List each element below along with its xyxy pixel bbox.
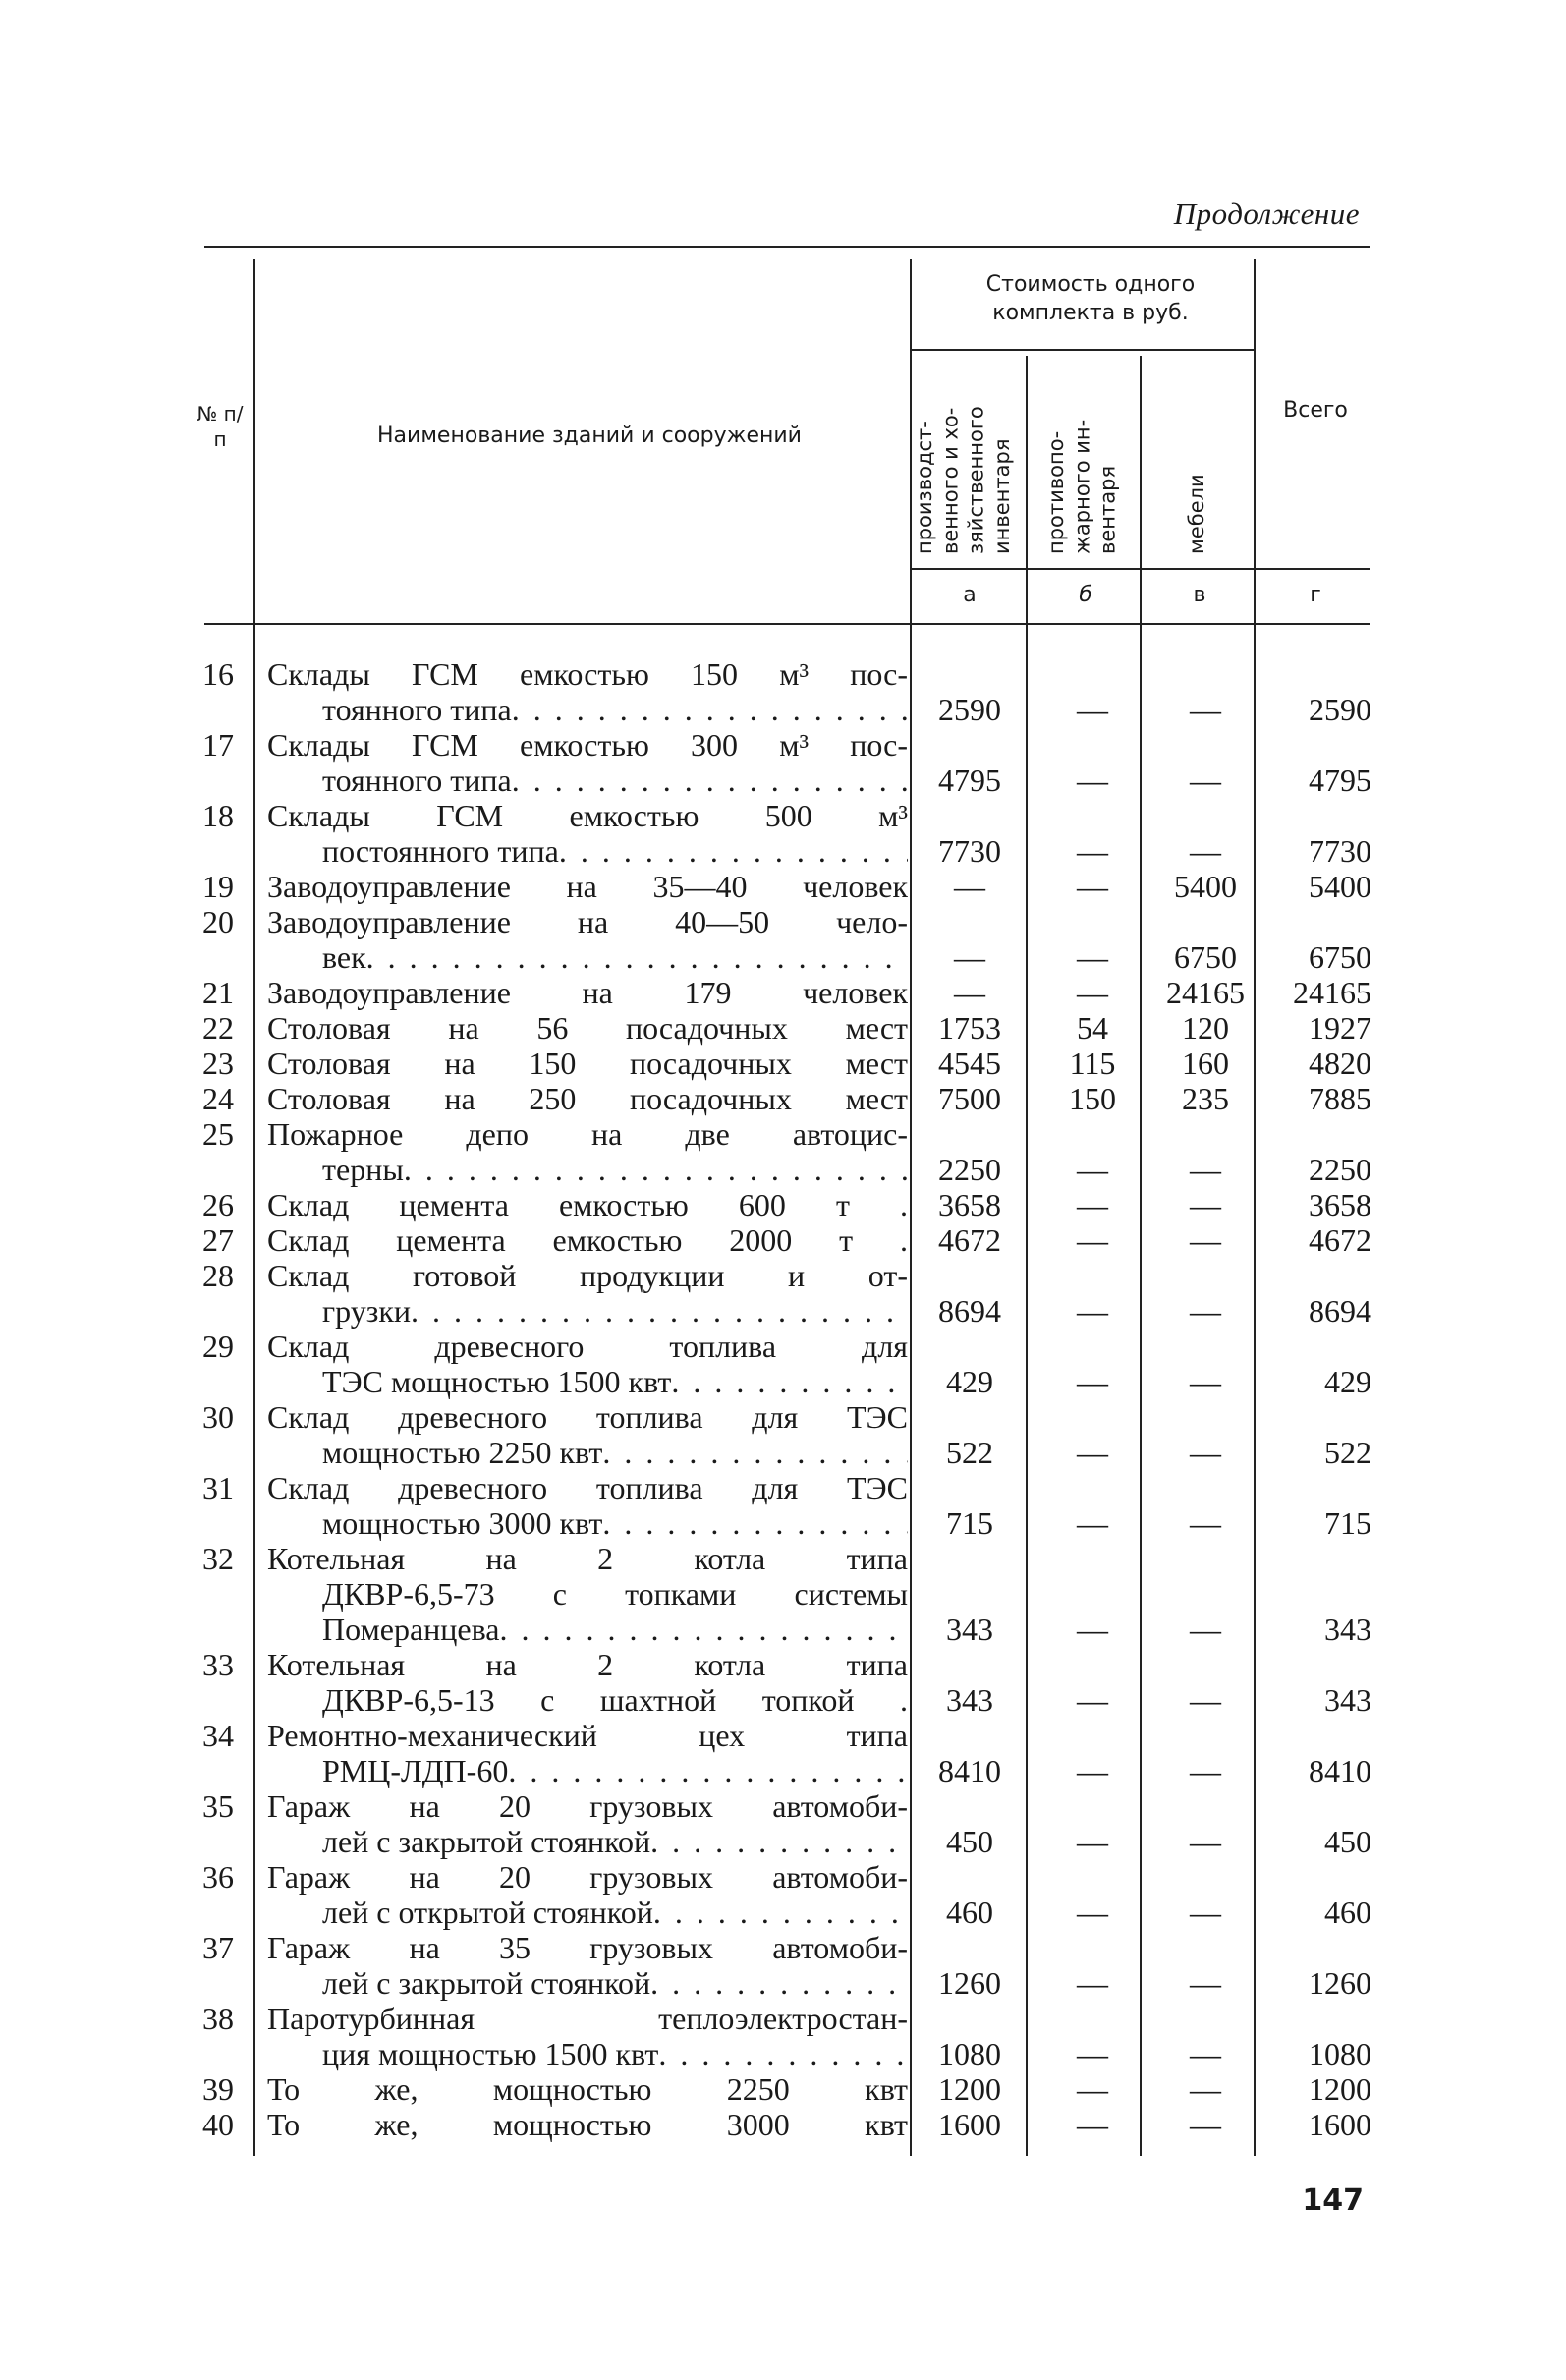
cell-v: —	[1190, 1682, 1221, 1718]
cell-a: —	[954, 869, 985, 904]
row-name: Заводоуправление на 35—40 человек	[267, 869, 908, 904]
cell-a: 1260	[938, 1965, 1001, 2001]
cell-b: —	[1077, 1753, 1108, 1788]
row-name: Гараж на 20 грузовых автомоби- лей с закрытой стоянкой . . .	[267, 1788, 908, 1859]
row-number: 22	[202, 1010, 234, 1046]
header-letter-v: в	[1193, 583, 1206, 607]
cell-a: 4795	[938, 763, 1001, 798]
row-number: 19	[202, 869, 234, 904]
cell-b: —	[1077, 1682, 1108, 1718]
col-divider-b	[1026, 356, 1028, 2156]
cell-v: —	[1190, 1753, 1221, 1788]
cell-v: —	[1190, 1293, 1221, 1329]
row-number: 30	[202, 1399, 234, 1435]
header-col-a: производст- венного и хо- зяйственного инвентаря	[913, 406, 1014, 554]
cell-v: —	[1190, 2071, 1221, 2107]
cell-g: 8694	[1309, 1293, 1371, 1329]
row-number: 26	[202, 1187, 234, 1222]
cell-a: 7500	[938, 1081, 1001, 1116]
cell-v: —	[1190, 763, 1221, 798]
cell-v: —	[1190, 1612, 1221, 1647]
cell-g: 3658	[1309, 1187, 1371, 1222]
cell-v: —	[1190, 1824, 1221, 1859]
cell-v: 6750	[1174, 939, 1237, 975]
cell-b: —	[1077, 2036, 1108, 2071]
cell-g: 343	[1324, 1682, 1371, 1718]
cell-b: —	[1077, 1505, 1108, 1541]
cell-v: —	[1190, 833, 1221, 869]
cell-v: —	[1190, 1505, 1221, 1541]
cell-a: 1080	[938, 2036, 1001, 2071]
cell-a: 522	[946, 1435, 993, 1470]
cell-a: 4545	[938, 1046, 1001, 1081]
cell-b: —	[1077, 1222, 1108, 1258]
cell-v: —	[1190, 1152, 1221, 1187]
row-number: 17	[202, 727, 234, 763]
cell-a: 8694	[938, 1293, 1001, 1329]
cell-g: 450	[1324, 1824, 1371, 1859]
cell-b: —	[1077, 869, 1108, 904]
cell-a: 3658	[938, 1187, 1001, 1222]
header-num: № п/п	[196, 402, 244, 451]
cell-b: —	[1077, 1895, 1108, 1930]
row-number: 29	[202, 1329, 234, 1364]
cell-b: —	[1077, 975, 1108, 1010]
row-number: 34	[202, 1718, 234, 1753]
row-name: Столовая на 250 посадочных мест	[267, 1081, 908, 1116]
cell-b: —	[1077, 2107, 1108, 2142]
cell-g: 1200	[1309, 2071, 1371, 2107]
cell-a: 2250	[938, 1152, 1001, 1187]
cell-v: —	[1190, 1364, 1221, 1399]
row-number: 16	[202, 656, 234, 692]
col-divider-num	[253, 259, 255, 2156]
row-number: 37	[202, 1930, 234, 1965]
cost-group-rule	[912, 349, 1254, 351]
cell-a: 343	[946, 1612, 993, 1647]
header-col-v: мебели	[1185, 474, 1208, 554]
cell-a: 460	[946, 1895, 993, 1930]
cell-b: —	[1077, 2071, 1108, 2107]
cell-g: 1260	[1309, 1965, 1371, 2001]
cell-a: 2590	[938, 692, 1001, 727]
cell-v: —	[1190, 1222, 1221, 1258]
header-col-b: противопо- жарного ин- вентаря	[1044, 419, 1120, 554]
cell-v: 160	[1182, 1046, 1229, 1081]
cell-g: 6750	[1309, 939, 1371, 975]
cell-a: 450	[946, 1824, 993, 1859]
cell-a: 429	[946, 1364, 993, 1399]
cell-g: 4672	[1309, 1222, 1371, 1258]
row-name: Склад древесного топлива для ТЭС мощностью 3000 квт . . .	[267, 1470, 908, 1541]
cell-a: 4672	[938, 1222, 1001, 1258]
header-cost-group: Стоимость одного комплекта в руб.	[985, 272, 1196, 325]
cell-b: —	[1077, 1965, 1108, 2001]
row-number: 35	[202, 1788, 234, 1824]
row-name: Гараж на 20 грузовых автомоби- лей с открытой стоянкой . . .	[267, 1859, 908, 1930]
row-number: 21	[202, 975, 234, 1010]
header-letter-a: а	[963, 583, 977, 607]
row-number: 20	[202, 904, 234, 939]
cell-v: 235	[1182, 1081, 1229, 1116]
row-number: 31	[202, 1470, 234, 1505]
cell-g: 1600	[1309, 2107, 1371, 2142]
cell-b: —	[1077, 1612, 1108, 1647]
row-name: Склады ГСМ емкостью 500 м³ постоянного типа . . .	[267, 798, 908, 869]
cell-b: —	[1077, 1435, 1108, 1470]
row-number: 40	[202, 2107, 234, 2142]
cell-b: —	[1077, 1152, 1108, 1187]
cell-b: —	[1077, 1187, 1108, 1222]
row-name: Склад цемента емкостью 600 т .	[267, 1187, 908, 1222]
cell-g: 343	[1324, 1612, 1371, 1647]
cell-a: 1200	[938, 2071, 1001, 2107]
row-name: Столовая на 150 посадочных мест	[267, 1046, 908, 1081]
row-name: Паротурбинная теплоэлектростан- ция мощностью 1500 квт . . .	[267, 2001, 908, 2071]
header-total: Всего	[1283, 398, 1348, 423]
row-name: Пожарное депо на две автоцис- терны . . .	[267, 1116, 908, 1187]
row-name: Котельная на 2 котла типа ДКВР-6,5-13 с шахтной топкой .	[267, 1647, 908, 1718]
row-number: 38	[202, 2001, 234, 2036]
cell-a: 343	[946, 1682, 993, 1718]
cell-g: 522	[1324, 1435, 1371, 1470]
row-number: 32	[202, 1541, 234, 1576]
cell-b: —	[1077, 763, 1108, 798]
cell-a: —	[954, 975, 985, 1010]
cell-g: 429	[1324, 1364, 1371, 1399]
row-name: Склад древесного топлива для ТЭС мощностью 2250 квт . . .	[267, 1399, 908, 1470]
row-name: Заводоуправление на 40—50 чело- век . . .	[267, 904, 908, 975]
cell-v: —	[1190, 692, 1221, 727]
cell-g: 1080	[1309, 2036, 1371, 2071]
row-number: 25	[202, 1116, 234, 1152]
cell-v: —	[1190, 1965, 1221, 2001]
cell-a: 1600	[938, 2107, 1001, 2142]
cell-b: 150	[1069, 1081, 1116, 1116]
cell-v: —	[1190, 1435, 1221, 1470]
cell-b: —	[1077, 1824, 1108, 1859]
row-name: Склады ГСМ емкостью 300 м³ пос- тоянного типа . . .	[267, 727, 908, 798]
row-number: 28	[202, 1258, 234, 1293]
cell-b: —	[1077, 1293, 1108, 1329]
row-number: 33	[202, 1647, 234, 1682]
cell-g: 4820	[1309, 1046, 1371, 1081]
row-name: Котельная на 2 котла типа ДКВР-6,5-73 с топками системы Померанцева . . .	[267, 1541, 908, 1647]
cell-v: 24165	[1166, 975, 1245, 1010]
cell-g: 2590	[1309, 692, 1371, 727]
cell-a: —	[954, 939, 985, 975]
page-number: 147	[1302, 2183, 1364, 2218]
header-bottom-rule	[204, 623, 1370, 625]
row-name: Ремонтно-механический цех типа РМЦ-ЛДП-60 . . .	[267, 1718, 908, 1788]
row-name: Склады ГСМ емкостью 150 м³ пос- тоянного типа . . .	[267, 656, 908, 727]
header-letter-b: б	[1079, 583, 1092, 607]
cell-a: 8410	[938, 1753, 1001, 1788]
cell-v: 120	[1182, 1010, 1229, 1046]
cell-b: —	[1077, 1364, 1108, 1399]
cell-g: 5400	[1309, 869, 1371, 904]
row-number: 36	[202, 1859, 234, 1895]
cell-v: —	[1190, 2036, 1221, 2071]
cell-b: 115	[1069, 1046, 1116, 1081]
cell-v: 5400	[1174, 869, 1237, 904]
row-name: Гараж на 35 грузовых автомоби- лей с закрытой стоянкой . . .	[267, 1930, 908, 2001]
cell-g: 7730	[1309, 833, 1371, 869]
cell-v: —	[1190, 1895, 1221, 1930]
row-name: То же, мощностью 3000 квт	[267, 2107, 908, 2142]
cell-b: —	[1077, 833, 1108, 869]
header-letter-g: г	[1310, 583, 1321, 607]
row-name: Склад цемента емкостью 2000 т .	[267, 1222, 908, 1258]
cell-g: 2250	[1309, 1152, 1371, 1187]
cell-v: —	[1190, 2107, 1221, 2142]
row-name: Заводоуправление на 179 человек	[267, 975, 908, 1010]
cell-g: 715	[1324, 1505, 1371, 1541]
row-name: Склад готовой продукции и от- грузки . . .	[267, 1258, 908, 1329]
header-name: Наименование зданий и сооружений	[377, 424, 802, 448]
cell-a: 715	[946, 1505, 993, 1541]
table-top-rule	[204, 246, 1370, 248]
cell-b: —	[1077, 692, 1108, 727]
cell-b: —	[1077, 939, 1108, 975]
continued-label: Продолжение	[1173, 197, 1360, 231]
cell-a: 7730	[938, 833, 1001, 869]
cell-g: 8410	[1309, 1753, 1371, 1788]
row-number: 39	[202, 2071, 234, 2107]
row-number: 23	[202, 1046, 234, 1081]
cell-g: 460	[1324, 1895, 1371, 1930]
cell-g: 24165	[1293, 975, 1371, 1010]
row-name: Столовая на 56 посадочных мест	[267, 1010, 908, 1046]
cell-a: 1753	[938, 1010, 1001, 1046]
row-number: 18	[202, 798, 234, 833]
cell-g: 7885	[1309, 1081, 1371, 1116]
row-name: То же, мощностью 2250 квт	[267, 2071, 908, 2107]
row-number: 24	[202, 1081, 234, 1116]
cell-g: 4795	[1309, 763, 1371, 798]
cell-b: 54	[1077, 1010, 1108, 1046]
cell-v: —	[1190, 1187, 1221, 1222]
row-name: Склад древесного топлива для ТЭС мощностью 1500 квт . . .	[267, 1329, 908, 1399]
cell-g: 1927	[1309, 1010, 1371, 1046]
row-number: 27	[202, 1222, 234, 1258]
